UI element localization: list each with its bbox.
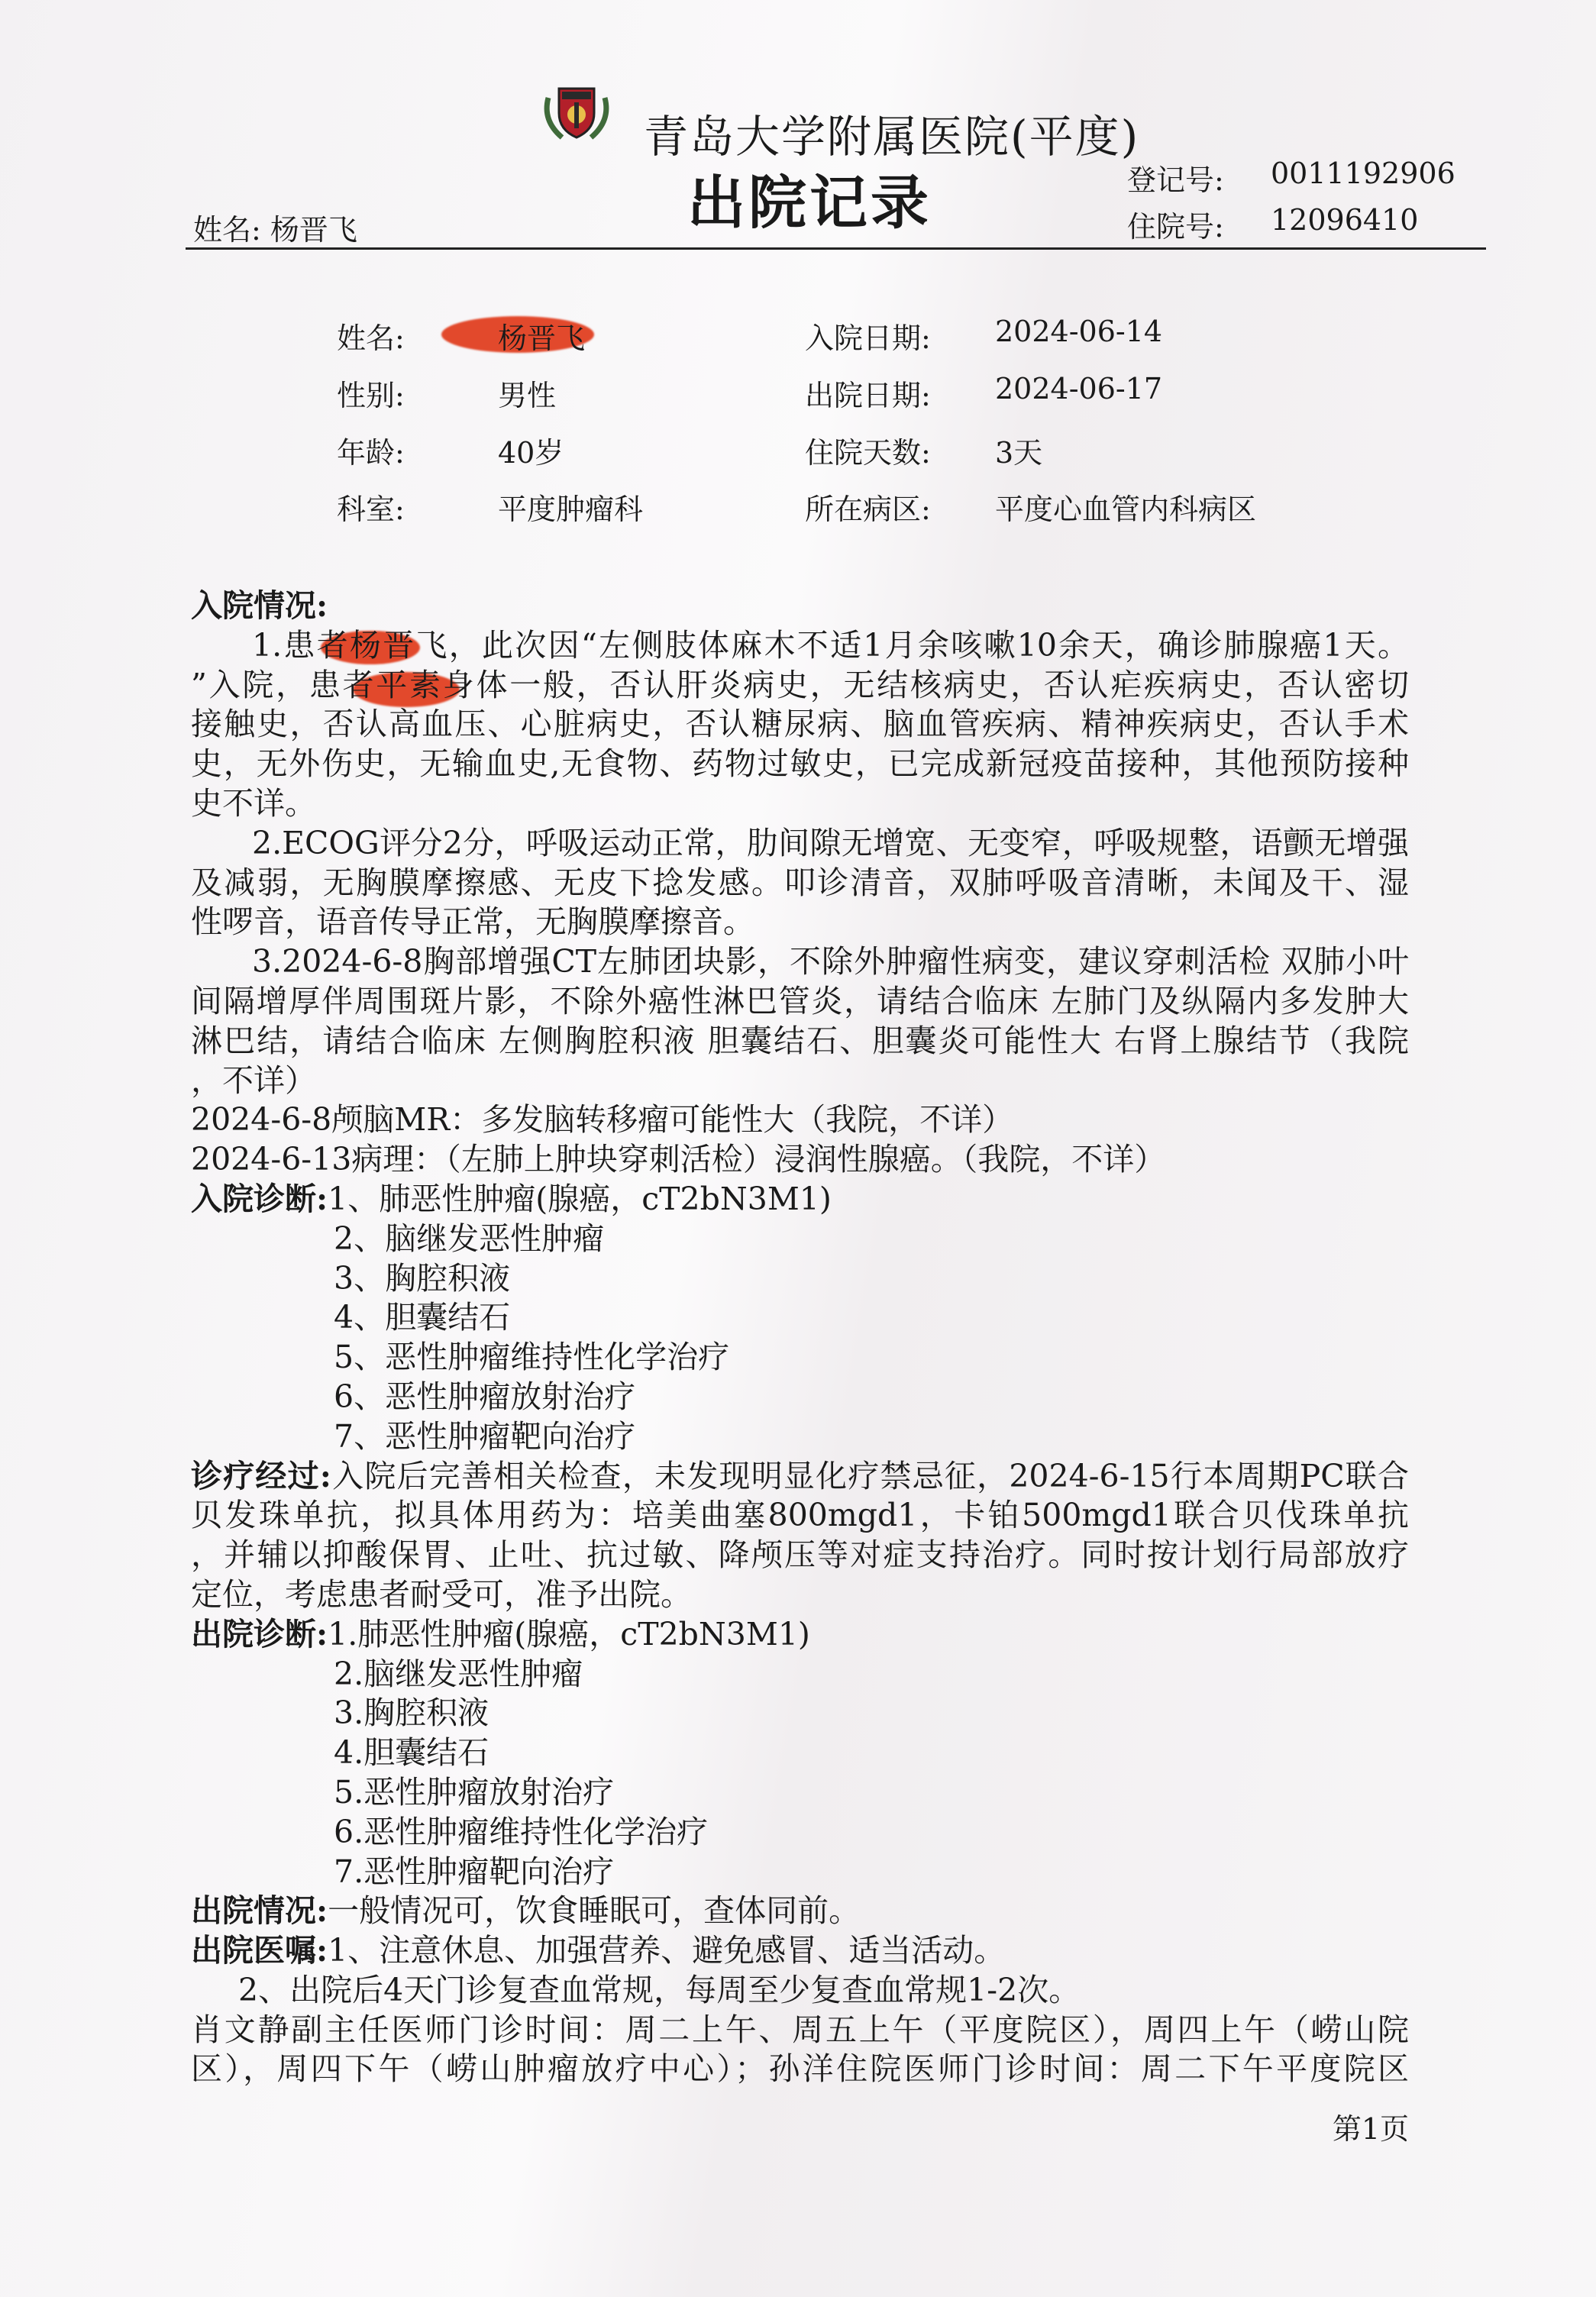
- document-title: 出院记录: [687, 169, 932, 237]
- line-text: 一般情况可，饮食睡眠可，查体同前。: [328, 1892, 861, 1930]
- section-label: 入院诊断:: [191, 1180, 328, 1217]
- header-divider: [186, 247, 1486, 250]
- record-line: [191, 1694, 1409, 1733]
- line-text: 1、肺恶性肿瘤(腺癌，cT2bN3M1): [328, 1180, 832, 1217]
- line-text: 2、脑继发恶性肿瘤: [334, 1220, 605, 1257]
- record-line: [191, 1853, 1409, 1892]
- record-line: [191, 1140, 1409, 1180]
- record-line: [191, 1417, 1409, 1457]
- record-line: [191, 626, 1409, 666]
- registration-label: 登记号:: [1127, 163, 1224, 197]
- line-text: 3.胸腔积液: [334, 1694, 489, 1732]
- page-number: 第1页: [1332, 2112, 1409, 2146]
- record-line: [191, 1180, 1409, 1220]
- info-name-label: 姓名:: [337, 321, 405, 355]
- header-name: [193, 206, 357, 248]
- line-text: 史不详。: [191, 784, 316, 822]
- inpatient-number: 12096410: [1271, 203, 1419, 237]
- line-text: 贝发珠单抗，拟具体用药为：培美曲塞800mgd1，卡铂500mgd1联合贝伐珠单抗: [191, 1497, 1409, 1534]
- line-text: 1.患者杨晋飞，此次因“左侧肢体麻木不适1月余咳嗽10余天，确诊肺腺癌1天。: [252, 626, 1409, 664]
- line-text: ，并辅以抑酸保胃、止吐、抗过敏、降颅压等对症支持治疗。同时按计划行局部放疗: [191, 1536, 1409, 1574]
- record-line: [191, 1575, 1409, 1615]
- line-text: 7、恶性肿瘤靶向治疗: [334, 1417, 636, 1455]
- info-ward-label: 所在病区:: [805, 493, 931, 526]
- line-text: 淋巴结，请结合临床 左侧胸腔积液 胆囊结石、胆囊炎可能性大 右肾上腺结节（我院: [191, 1022, 1409, 1059]
- record-line: [191, 586, 1409, 626]
- section-label: 出院医嘱:: [191, 1932, 328, 1969]
- record-line: [191, 1536, 1409, 1575]
- info-admit-label: 入院日期:: [805, 321, 931, 355]
- info-days-label: 住院天数:: [805, 436, 931, 470]
- line-text: 间隔增厚伴周围斑片影，不除外癌性淋巴管炎，请结合临床 左肺门及纵隔内多发肿大: [191, 982, 1409, 1019]
- line-text: 3.2024-6-8胸部增强CT左肺团块影，不除外肿瘤性病变，建议穿刺活检 双肺小叶: [252, 943, 1409, 981]
- line-text: 定位，考虑患者耐受可，准予出院。: [191, 1575, 692, 1613]
- line-text: 6.恶性肿瘤维持性化学治疗: [334, 1813, 709, 1850]
- line-text: 区），周四下午（崂山肿瘤放疗中心）；孙洋住院医师门诊时间：周二下午平度院区: [191, 2050, 1409, 2088]
- record-line: [191, 864, 1409, 903]
- info-ward-value: 平度心血管内科病区: [995, 493, 1257, 526]
- record-line: [191, 1615, 1409, 1655]
- info-discharge-label: 出院日期:: [805, 379, 931, 412]
- registration-number: 0011192906: [1271, 157, 1455, 190]
- record-line: [191, 942, 1409, 982]
- record-line: [191, 1378, 1409, 1417]
- header-name-label: 姓名:: [193, 213, 261, 247]
- line-text: 接触史，否认高血压、心脏病史，否认糖尿病、脑血管疾病、精神疾病史，否认手术: [191, 706, 1409, 743]
- line-text: 2024-6-13病理：（左肺上肿块穿刺活检）浸润性腺癌。（我院，不详）: [191, 1141, 1166, 1178]
- hospital-emblem: [539, 82, 614, 142]
- record-line: [191, 1338, 1409, 1378]
- info-sex-label: 性别:: [337, 379, 405, 412]
- line-text: ，不详）: [191, 1061, 316, 1099]
- line-text: 4.胆囊结石: [334, 1734, 489, 1772]
- line-text: 3、胸腔积液: [334, 1259, 511, 1297]
- record-line: [191, 1298, 1409, 1338]
- line-text: 2.脑继发恶性肿瘤: [334, 1655, 583, 1692]
- inpatient-label: 住院号:: [1127, 210, 1224, 244]
- section-label: 诊疗经过:: [191, 1457, 331, 1494]
- record-line: [191, 1061, 1409, 1101]
- record-line: [191, 1931, 1409, 1971]
- line-text: 1、注意休息、加强营养、避免感冒、适当活动。: [328, 1932, 1006, 1969]
- line-text: 2、出院后4天门诊复查血常规，每周至少复查血常规1-2次。: [238, 1971, 1081, 2008]
- line-text: ”入院，患者平素身体一般，否认肝炎病史，无结核病史，否认疟疾病史，否认密切: [191, 666, 1409, 703]
- line-text: 2.ECOG评分2分，呼吸运动正常，肋间隙无增宽、无变窄，呼吸规整，语颤无增强: [252, 824, 1409, 861]
- record-line: [191, 1971, 1409, 2011]
- info-dept-label: 科室:: [337, 493, 405, 526]
- info-dept-value: 平度肿瘤科: [498, 493, 644, 526]
- info-days-value: 3天: [995, 436, 1043, 470]
- section-label: 出院诊断:: [191, 1615, 328, 1652]
- record-line: [191, 784, 1409, 824]
- hospital-name: 青岛大学附属医院(平度): [644, 111, 1140, 163]
- record-line: [191, 1259, 1409, 1299]
- line-text: 6、恶性肿瘤放射治疗: [334, 1378, 636, 1415]
- record-body: [191, 586, 1409, 2089]
- section-label: 入院情况:: [191, 587, 328, 624]
- info-admit-value: 2024-06-14: [995, 315, 1163, 348]
- record-line: [191, 1813, 1409, 1853]
- record-line: [191, 1733, 1409, 1773]
- record-line: [191, 1655, 1409, 1694]
- record-line: [191, 1773, 1409, 1813]
- record-line: [191, 982, 1409, 1022]
- info-name-value: 杨晋飞: [498, 321, 586, 355]
- line-text: 肖文静副主任医师门诊时间：周二上午、周五上午（平度院区），周四上午（崂山院: [191, 2011, 1409, 2048]
- line-text: 入院后完善相关检查，未发现明显化疗禁忌征，2024-6-15行本周期PC联合: [331, 1457, 1409, 1494]
- record-line: [191, 903, 1409, 942]
- line-text: 1.肺恶性肿瘤(腺癌，cT2bN3M1): [328, 1615, 810, 1652]
- record-line: [191, 2011, 1409, 2050]
- info-age-value: 40岁: [498, 436, 564, 470]
- line-text: 5.恶性肿瘤放射治疗: [334, 1773, 615, 1811]
- record-line: [191, 2050, 1409, 2089]
- record-line: [191, 1022, 1409, 1061]
- record-line: [191, 745, 1409, 784]
- info-sex-value: 男性: [498, 379, 557, 412]
- line-text: 4、胆囊结石: [334, 1299, 511, 1336]
- record-line: [191, 1496, 1409, 1536]
- info-age-label: 年龄:: [337, 436, 405, 470]
- line-text: 2024-6-8颅脑MR：多发脑转移瘤可能性大（我院，不详）: [191, 1101, 1014, 1139]
- record-line: [191, 1220, 1409, 1259]
- line-text: 7.恶性肿瘤靶向治疗: [334, 1853, 615, 1890]
- info-discharge-value: 2024-06-17: [995, 372, 1163, 405]
- line-text: 史，无外伤史，无输血史,无食物、药物过敏史，已完成新冠疫苗接种，其他预防接种: [191, 745, 1409, 783]
- header-name-value: 杨晋飞: [270, 213, 357, 247]
- record-line: [191, 705, 1409, 745]
- line-text: 及减弱，无胸膜摩擦感、无皮下捻发感。叩诊清音，双肺呼吸音清晰，未闻及干、湿: [191, 864, 1409, 901]
- record-line: [191, 824, 1409, 864]
- section-label: 出院情况:: [191, 1892, 328, 1930]
- record-line: [191, 1457, 1409, 1497]
- record-line: [191, 666, 1409, 706]
- record-line: [191, 1100, 1409, 1140]
- line-text: 5、恶性肿瘤维持性化学治疗: [334, 1339, 730, 1376]
- line-text: 性啰音，语音传导正常，无胸膜摩擦音。: [191, 903, 754, 941]
- record-line: [191, 1892, 1409, 1931]
